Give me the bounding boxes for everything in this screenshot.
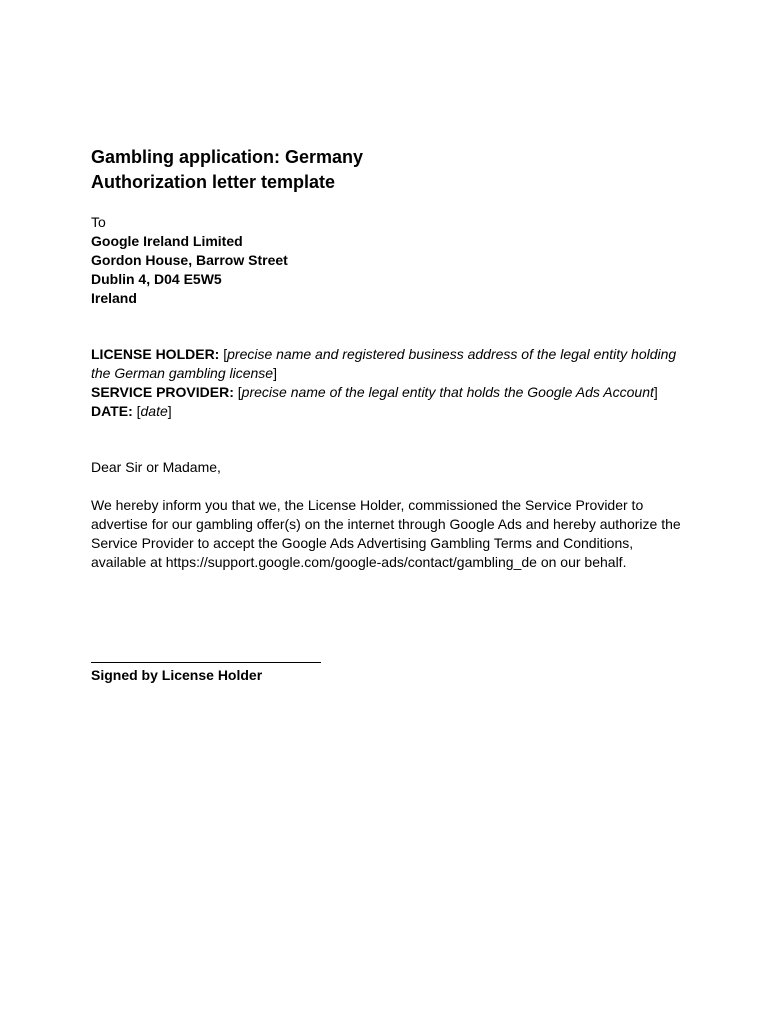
recipient-block bbox=[91, 213, 691, 308]
service-provider-close-bracket: ] bbox=[653, 384, 658, 400]
recipient-name: Google Ireland Limited bbox=[91, 233, 243, 249]
service-provider-label: SERVICE PROVIDER: bbox=[91, 384, 234, 400]
title-line-2: Authorization letter template bbox=[91, 172, 336, 192]
document-title bbox=[91, 145, 691, 195]
license-holder-placeholder: precise name and registered business address of the legal entity holding the German gambling license bbox=[91, 346, 677, 381]
to-label: To bbox=[91, 214, 106, 230]
service-provider-placeholder: precise name of the legal entity that holds the Google Ads Account bbox=[241, 384, 654, 400]
license-holder-open-bracket: [ bbox=[219, 346, 228, 362]
license-holder-field bbox=[91, 345, 691, 383]
title-line-1: Gambling application: Germany bbox=[91, 147, 364, 167]
letter-page bbox=[91, 145, 691, 572]
recipient-city: Dublin 4, D04 E5W5 bbox=[91, 271, 222, 287]
signature-label: Signed by License Holder bbox=[91, 667, 263, 683]
license-holder-close-bracket: ] bbox=[273, 365, 277, 381]
service-provider-open-bracket: [ bbox=[233, 384, 242, 400]
date-field bbox=[91, 402, 691, 421]
date-placeholder: date bbox=[140, 403, 168, 419]
recipient-street: Gordon House, Barrow Street bbox=[91, 252, 288, 268]
letter-meta bbox=[91, 345, 691, 421]
letter-body: We hereby inform you that we, the License Holder, commissioned the Service Provider to advertise for our gambling offer(s) on the internet through Google Ads and hereby authorize the Service Provider to accept the Google Ads Advertising Gambling Terms and Conditions, available at https://support.google.com/google-ads/contact/gambling_de on our behalf. bbox=[91, 497, 681, 570]
signature-line bbox=[91, 652, 321, 663]
recipient-country: Ireland bbox=[91, 290, 137, 306]
date-label: DATE: bbox=[91, 403, 133, 419]
signature-block bbox=[91, 652, 321, 685]
date-open-bracket: [ bbox=[132, 403, 141, 419]
service-provider-field bbox=[91, 383, 691, 402]
license-holder-label: LICENSE HOLDER: bbox=[91, 346, 220, 362]
salutation: Dear Sir or Madame, bbox=[91, 459, 221, 475]
date-close-bracket: ] bbox=[167, 403, 172, 419]
